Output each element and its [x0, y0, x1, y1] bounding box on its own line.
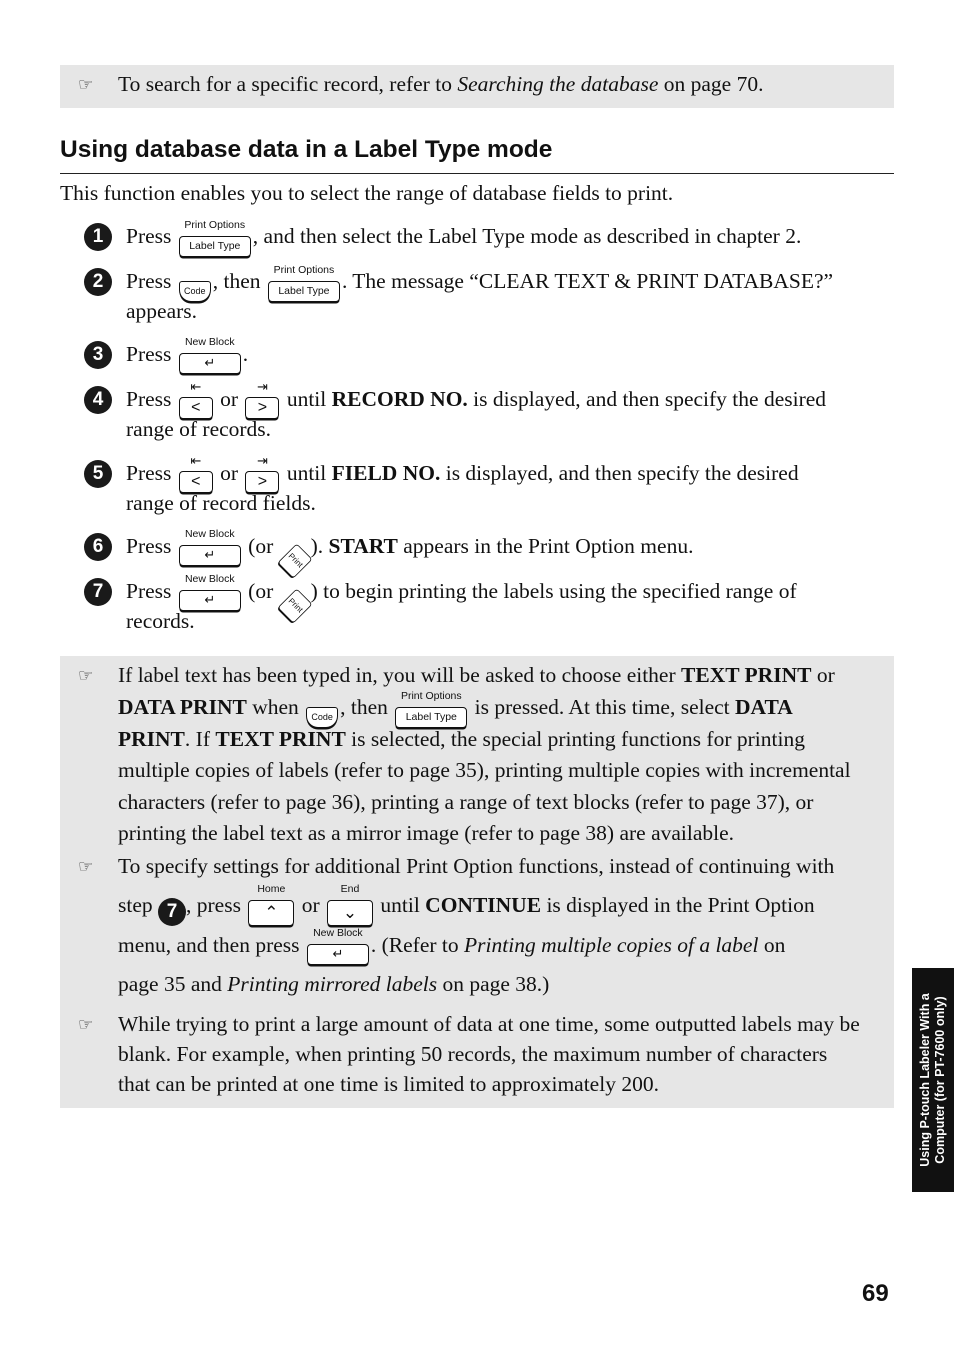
- note-1-line-3: PRINT. If TEXT PRINT is selected, the special printing functions for printing: [118, 727, 805, 751]
- note-2-line-1: To specify settings for additional Print Option functions, instead of continuing with: [118, 854, 835, 878]
- left-arrow-key-icon: ⇤ <: [179, 471, 213, 493]
- step-1-text: Press Print Options Label Type , and then select the Label Type mode as described in chapter 2.: [126, 224, 801, 257]
- top-note-box: [60, 65, 894, 108]
- title-rule: [60, 173, 894, 174]
- step-4-text-cont: range of records.: [126, 417, 272, 441]
- enter-key-icon: New Block ↵: [307, 944, 369, 965]
- enter-key-icon: New Block ↵: [179, 353, 241, 374]
- label-type-key-icon: Print Options Label Type: [395, 707, 467, 728]
- right-arrow-key-icon: ⇥ >: [245, 397, 279, 419]
- side-tab-line-1: Using P-touch Labeler With a: [918, 993, 932, 1167]
- label-type-key-icon: Print Options Label Type: [268, 281, 340, 302]
- link-printing-mirrored-labels[interactable]: Printing mirrored labels: [227, 972, 438, 996]
- step-number-5: 5: [84, 460, 112, 488]
- step-2-text-cont: appears.: [126, 299, 198, 323]
- code-key-icon: Code: [306, 707, 338, 728]
- step-number-1: 1: [84, 223, 112, 251]
- print-key-icon: Print: [281, 544, 309, 578]
- note-3-line-3: that can be printed at one time is limited to approximately 200.: [118, 1072, 659, 1096]
- note-3-line-1: While trying to print a large amount of data at one time, some outputted labels may be: [118, 1012, 860, 1036]
- step-5-text-cont: range of record fields.: [126, 491, 316, 515]
- step-number-7: 7: [84, 578, 112, 606]
- side-tab-line-2: Computer (for PT-7600 only): [933, 996, 947, 1164]
- note-1-line-5: characters (refer to page 36), printing a range of text blocks (refer to page 37), or: [118, 790, 814, 814]
- step-7-text: Press New Block ↵ (or Print ) to begin printing the labels using the specified range of: [126, 579, 797, 623]
- enter-key-icon: New Block ↵: [179, 545, 241, 566]
- right-arrow-key-icon: ⇥ >: [245, 471, 279, 493]
- section-title: Using database data in a Label Type mode: [60, 136, 553, 163]
- step-7-reference-icon: 7: [158, 898, 186, 926]
- page-number: 69: [862, 1280, 889, 1307]
- notes-box: [60, 656, 894, 1108]
- step-4-text: Press ⇤ < or ⇥ > until RECORD NO. is displayed, and then specify the desired: [126, 387, 826, 419]
- step-7-text-cont: records.: [126, 609, 195, 633]
- code-key-icon: Code: [179, 281, 211, 302]
- left-arrow-key-icon: ⇤ <: [179, 397, 213, 419]
- step-2-text: Press Code , then Print Options Label Type . The message “CLEAR TEXT & PRINT DATABASE?”: [126, 269, 833, 302]
- pointing-hand-icon: ☞: [78, 666, 94, 686]
- step-number-4: 4: [84, 386, 112, 414]
- pointing-hand-icon: ☞: [78, 857, 94, 877]
- note-2-line-4: page 35 and Printing mirrored labels on page 38.): [118, 972, 550, 996]
- note-1-line-1: If label text has been typed in, you will be asked to choose either TEXT PRINT or: [118, 663, 835, 687]
- note-2-line-3: menu, and then press New Block ↵ . (Refer to Printing multiple copies of a label on: [118, 933, 785, 965]
- note-3-line-2: blank. For example, when printing 50 records, the maximum number of characters: [118, 1042, 828, 1066]
- pointing-hand-icon: ☞: [78, 1015, 94, 1035]
- step-5-text: Press ⇤ < or ⇥ > until FIELD NO. is displayed, and then specify the desired: [126, 461, 799, 493]
- step-number-6: 6: [84, 533, 112, 561]
- link-printing-multiple-copies[interactable]: Printing multiple copies of a label: [464, 933, 759, 957]
- step-3-text: Press New Block ↵ .: [126, 342, 248, 374]
- note-1-line-6: printing the label text as a mirror image (refer to page 38) are available.: [118, 821, 735, 845]
- note-2-line-2: step 7 , press Home ⌃ or End ⌄ until CONTINUE is displayed in the Print Option: [118, 893, 815, 926]
- enter-key-icon: New Block ↵: [179, 590, 241, 611]
- note-1-line-2: DATA PRINT when Code , then Print Options Label Type is pressed. At this time, select DATA: [118, 695, 793, 728]
- home-key-icon: Home ⌃: [248, 900, 294, 926]
- label-type-key-icon: Print Options Label Type: [179, 236, 251, 257]
- step-number-3: 3: [84, 341, 112, 369]
- note-1-line-4: multiple copies of labels (refer to page 35), printing multiple copies with incremental: [118, 758, 851, 782]
- section-intro: This function enables you to select the range of database fields to print.: [60, 181, 674, 205]
- end-key-icon: End ⌄: [327, 900, 373, 926]
- link-searching-database[interactable]: Searching the database: [457, 72, 659, 96]
- top-note-text: To search for a specific record, refer to Searching the database on page 70.: [118, 72, 764, 96]
- step-number-2: 2: [84, 268, 112, 296]
- pointing-hand-icon: ☞: [78, 75, 94, 95]
- print-key-icon: Print: [281, 589, 309, 623]
- step-6-text: Press New Block ↵ (or Print ). START appears in the Print Option menu.: [126, 534, 693, 578]
- chapter-side-tab-text: [918, 993, 948, 1167]
